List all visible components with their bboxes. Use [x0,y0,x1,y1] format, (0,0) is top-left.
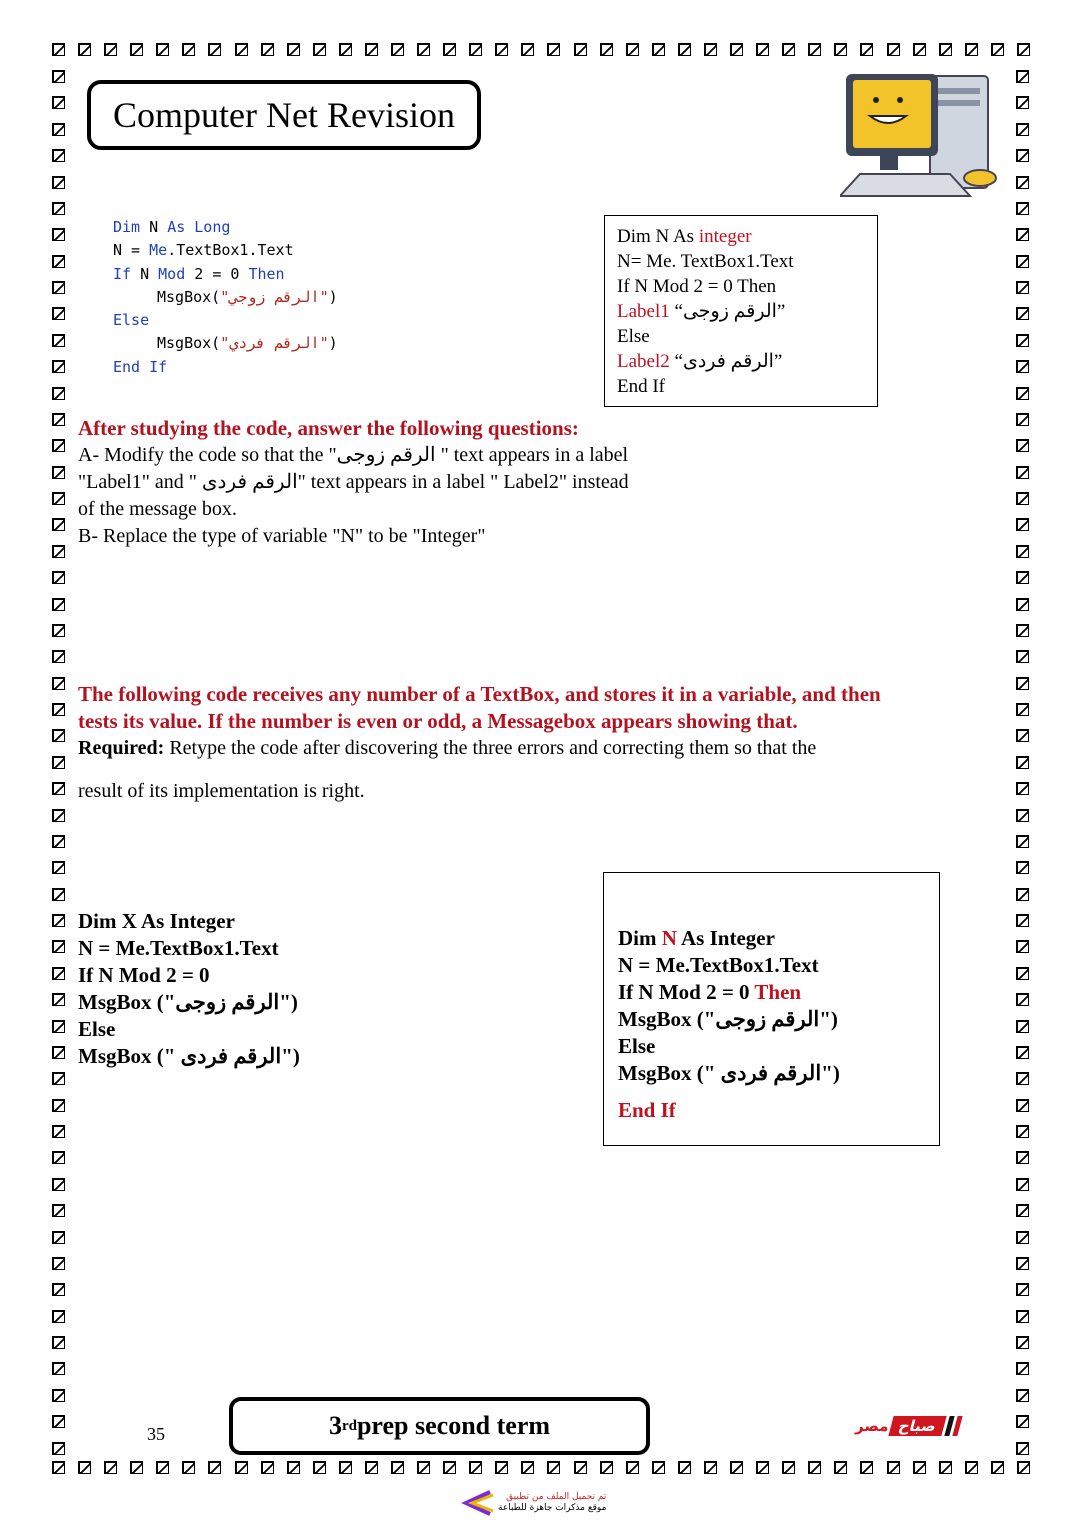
border-square [52,1204,65,1217]
border-square [443,1461,456,1474]
code-line: If N Mod 2 = 0 [78,963,210,987]
border-square [1016,1257,1029,1270]
question-1-b-line: B- Replace the type of variable "N" to be "Integer" [78,525,486,547]
watermark-line: تم تحميل الملف من تطبيق [506,1492,607,1502]
border-square [730,43,743,56]
question-2 [78,681,1008,805]
border-square [52,729,65,742]
border-square [52,1099,65,1112]
border-square [547,1461,560,1474]
required-text: result of its implementation is right. [78,780,365,802]
border-square [834,1461,847,1474]
border-square [182,1461,195,1474]
border-square [782,1461,795,1474]
border-square [52,1362,65,1375]
border-square [78,43,91,56]
border-square [1016,281,1029,294]
border-square [52,1442,65,1455]
border-square [52,387,65,400]
border-square [52,1020,65,1033]
border-square [52,149,65,162]
border-square [52,1151,65,1164]
border-square [1016,835,1029,848]
border-square [991,1461,1004,1474]
border-square [1016,1362,1029,1375]
page-number: 35 [147,1424,165,1444]
border-square [1016,439,1029,452]
border-square [52,334,65,347]
border-square [991,43,1004,56]
border-square [1016,149,1029,162]
border-square [52,1046,65,1059]
border-square [287,1461,300,1474]
border-square [1016,967,1029,980]
border-square [1016,334,1029,347]
border-square [52,598,65,611]
border-square [704,1461,717,1474]
border-square [130,43,143,56]
border-square [52,835,65,848]
border-square [52,281,65,294]
border-square [1016,1046,1029,1059]
code-line: Dim N As Long [113,218,231,236]
border-square [1016,677,1029,690]
border-square [417,43,430,56]
logo-bars-icon [947,1416,960,1436]
border-square [52,202,65,215]
border-square [52,1231,65,1244]
border-square [52,809,65,822]
border-square [104,43,117,56]
border-square [1016,1336,1029,1349]
border-square [52,255,65,268]
border-square [52,914,65,927]
border-square [365,1461,378,1474]
border-square [1016,1020,1029,1033]
answer-box-1: Dim N As integer N= Me. TextBox1.Text If N Mod 2 = 0 Then Label1 “الرقم زوجى” Else Label2 “الرقم فردى” End If [604,215,878,407]
download-watermark [460,1490,606,1516]
border-square [287,43,300,56]
border-square [52,940,65,953]
watermark-line: موقع مذكرات جاهزة للطباعة [498,1503,607,1513]
border-square [1016,729,1029,742]
border-square [52,518,65,531]
border-square [704,43,717,56]
border-square [1016,1415,1029,1428]
border-square [1016,598,1029,611]
border-square [52,1461,65,1474]
code-line: N = Me.TextBox1.Text [113,241,294,260]
border-square [939,43,952,56]
code-line: MsgBox ("الرقم زوجى") [78,990,298,1014]
term-label: 3 rd prep second term [229,1397,650,1455]
border-square [52,571,65,584]
border-square [52,861,65,874]
border-square [235,43,248,56]
computer-clipart-icon [840,70,1015,205]
border-square [1016,70,1029,83]
border-square [1016,1389,1029,1402]
code-line: MsgBox (" الرقم فردى") [78,1044,300,1068]
border-square [52,466,65,479]
border-square [156,43,169,56]
border-square [626,43,639,56]
border-square [52,1125,65,1138]
border-square [1016,861,1029,874]
code-line: End If [113,357,168,376]
border-square [1017,43,1030,56]
logo-text: مصر [855,1417,889,1435]
border-square [1016,255,1029,268]
border-square [52,96,65,109]
border-square [339,1461,352,1474]
border-square [495,43,508,56]
border-square [521,43,534,56]
border-square [1016,1283,1029,1296]
border-square [600,1461,613,1474]
border-square [913,1461,926,1474]
border-square [52,176,65,189]
publisher-logo [855,1416,960,1436]
border-square [52,492,65,505]
border-square [235,1461,248,1474]
border-square [52,756,65,769]
border-square [417,1461,430,1474]
border-square [1016,1151,1029,1164]
border-square [52,993,65,1006]
border-square [52,360,65,373]
border-square [1016,1204,1029,1217]
border-square [652,43,665,56]
border-square [52,413,65,426]
page-border-right [1016,70,1038,1455]
border-square [1016,809,1029,822]
chevron-logo-icon [460,1490,494,1516]
border-square [208,1461,221,1474]
border-square [1016,387,1029,400]
border-square [52,307,65,320]
code-line: MsgBox("الرقم فردي") [157,334,338,353]
code-line: Dim X As Integer [78,909,235,933]
border-square [730,1461,743,1474]
border-square [678,1461,691,1474]
page-title [87,80,481,150]
border-square [1016,1178,1029,1191]
border-square [52,439,65,452]
border-square [495,1461,508,1474]
border-square [1016,703,1029,716]
border-square [52,703,65,716]
question-1 [78,415,629,550]
border-square [887,1461,900,1474]
border-square [313,1461,326,1474]
border-square [391,43,404,56]
border-square [1016,413,1029,426]
border-square [182,43,195,56]
border-square [1016,888,1029,901]
border-square [469,1461,482,1474]
border-square [965,43,978,56]
border-square [52,1336,65,1349]
border-square [1016,1310,1029,1323]
border-square [547,43,560,56]
border-square [1016,993,1029,1006]
border-square [1016,176,1029,189]
border-square [208,43,221,56]
question-2-heading: tests its value. If the number is even or odd, a Messagebox appears showing that. [78,709,798,733]
border-square [339,43,352,56]
border-square [78,1461,91,1474]
border-square [52,43,65,56]
border-square [52,1310,65,1323]
border-square [1016,1072,1029,1085]
border-square [52,888,65,901]
border-square [52,1389,65,1402]
border-square [52,624,65,637]
border-square [913,43,926,56]
original-code-snippet [113,216,338,379]
border-square [965,1461,978,1474]
question-1-a-line: of the message box. [78,498,237,520]
border-square [1016,650,1029,663]
border-square [1016,940,1029,953]
border-square [1016,1231,1029,1244]
border-square [1016,914,1029,927]
border-square [600,43,613,56]
border-square [756,43,769,56]
border-square [782,43,795,56]
border-square [1016,1125,1029,1138]
page-border-top [52,43,1030,65]
border-square [1016,782,1029,795]
code-line: N = Me.TextBox1.Text [78,936,279,960]
border-square [261,43,274,56]
border-square [1017,1461,1030,1474]
answer-box-2: Dim N As Integer N = Me.TextBox1.Text If N Mod 2 = 0 Then MsgBox ("الرقم زوجى") Else MsgBox (" الرقم فردى") End If [603,872,940,1146]
question-1-a-line: A- Modify the code so that the "الرقم زوجى " text appears in a label [78,444,629,466]
border-square [52,228,65,241]
border-square [1016,360,1029,373]
border-square [1016,571,1029,584]
border-square [860,43,873,56]
code-line: Else [113,311,150,330]
border-square [1016,202,1029,215]
border-square [887,43,900,56]
border-square [156,1461,169,1474]
border-square [52,545,65,558]
border-square [365,43,378,56]
border-square [52,1257,65,1270]
border-square [130,1461,143,1474]
border-square [1016,123,1029,136]
border-square [678,43,691,56]
border-square [521,1461,534,1474]
border-square [1016,96,1029,109]
code-line: If N Mod 2 = 0 Then [113,264,285,283]
border-square [574,43,587,56]
code-line: MsgBox("الرقم زوجي") [157,287,338,306]
border-square [1016,624,1029,637]
required-label: Required: [78,737,165,759]
code-line: Else [78,1017,116,1041]
page-border-left [52,70,74,1455]
border-square [261,1461,274,1474]
border-square [391,1461,404,1474]
border-square [1016,518,1029,531]
border-square [52,1283,65,1296]
border-square [52,123,65,136]
required-text: Retype the code after discovering the three errors and correcting them so that the [164,737,817,759]
border-square [1016,492,1029,505]
border-square [1016,307,1029,320]
border-square [1016,545,1029,558]
border-square [469,43,482,56]
border-square [313,43,326,56]
border-square [939,1461,952,1474]
question-2-heading: The following code receives any number of a TextBox, and stores it in a variable, and then [78,682,881,706]
question-1-a-line: "Label1" and " الرقم فردى" text appears in a label " Label2" instead [78,471,629,493]
border-square [1016,756,1029,769]
page-title-text: Computer Net Revision [113,95,455,135]
border-square [104,1461,117,1474]
border-square [52,782,65,795]
border-square [652,1461,665,1474]
border-square [574,1461,587,1474]
border-square [860,1461,873,1474]
question-1-heading: After studying the code, answer the following questions: [78,416,579,440]
border-square [52,1178,65,1191]
border-square [756,1461,769,1474]
border-square [1016,228,1029,241]
border-square [808,43,821,56]
page-border-bottom [52,1461,1030,1483]
border-square [834,43,847,56]
border-square [52,70,65,83]
erroneous-code [78,908,300,1070]
border-square [626,1461,639,1474]
border-square [52,650,65,663]
logo-badge: صباح [889,1416,947,1436]
border-square [1016,1442,1029,1455]
border-square [52,677,65,690]
border-square [52,1415,65,1428]
border-square [1016,466,1029,479]
border-square [808,1461,821,1474]
border-square [52,1072,65,1085]
border-square [52,967,65,980]
border-square [1016,1099,1029,1112]
border-square [443,43,456,56]
